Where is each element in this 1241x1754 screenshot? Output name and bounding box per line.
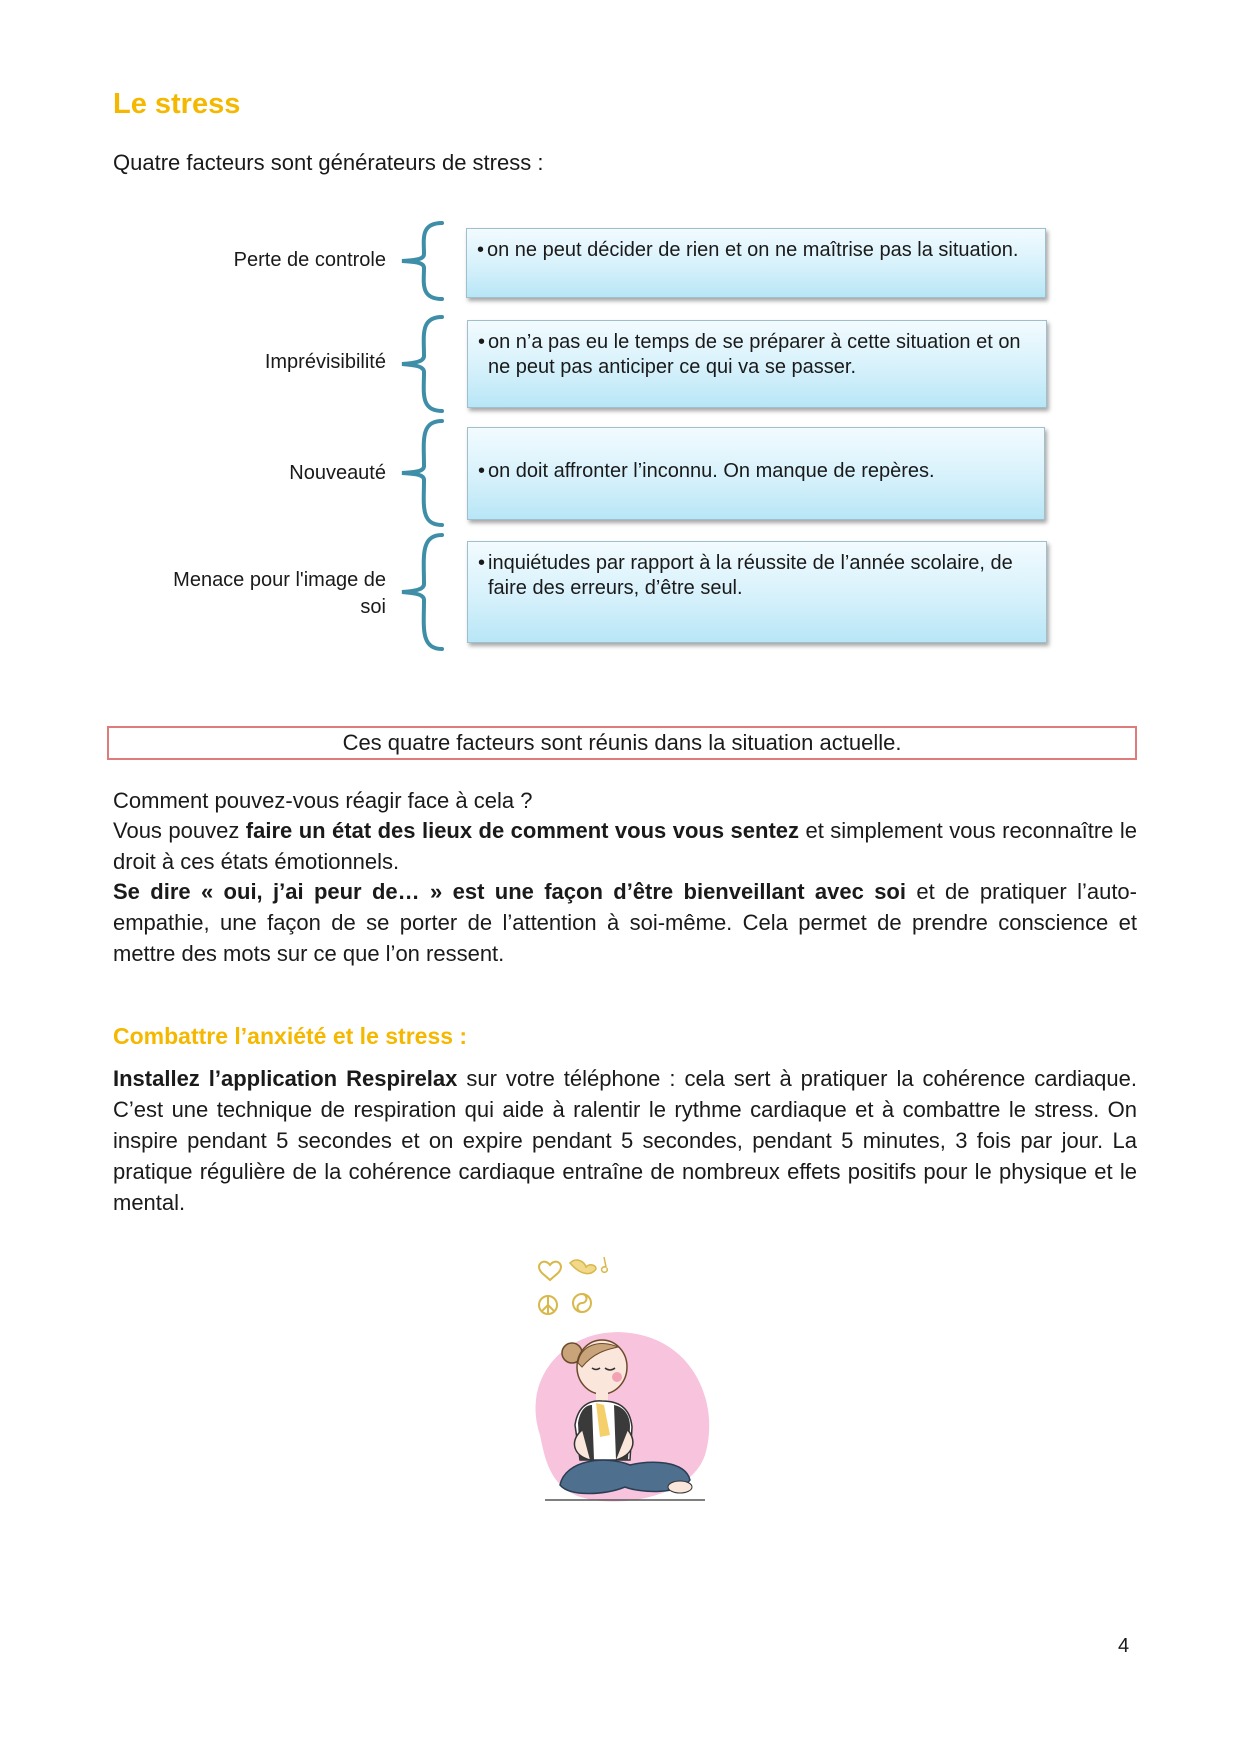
paragraph-sentez: Vous pouvez faire un état des lieux de comment vous vous sentez et simplement vous reconnaître le droit à ces états émotionnels. xyxy=(113,818,1137,874)
section-title: Combattre l’anxiété et le stress : xyxy=(113,1023,468,1049)
factor-desc-text: on doit affronter l’inconnu. On manque de repères. xyxy=(488,460,935,482)
notice-box: Ces quatre facteurs sont réunis dans la situation actuelle. xyxy=(107,726,1137,760)
brace-icon xyxy=(398,532,448,652)
question-text: Comment pouvez-vous réagir face à cela ? xyxy=(113,788,533,813)
brace-icon xyxy=(398,220,448,302)
factor-desc-box: • on ne peut décider de rien et on ne maîtrise pas la situation. xyxy=(466,228,1046,298)
factor-desc-box: • on doit affronter l’inconnu. On manque de repères. xyxy=(467,427,1045,520)
paragraph-bienveillant: Se dire « oui, j’ai peur de… » est une façon d’être bienveillant avec soi et de pratiquer l’auto-empathie, une façon de se porter de l’attention à soi-même. Cela permet de prendre conscience et mettre des mots sur ce que l’on ressent. xyxy=(113,879,1137,966)
heart-icon xyxy=(539,1262,561,1280)
page-title: Le stress xyxy=(113,88,241,120)
factor-desc-text: on n’a pas eu le temps de se préparer à cette situation et on ne peut pas anticiper ce qui va se passer. xyxy=(488,331,1021,378)
paragraph-respirelax: Installez l’application Respirelax sur votre téléphone : cela sert à pratiquer la cohérence cardiaque. C’est une technique de respiration qui aide à ralentir le rythme cardiaque et à combattre le stress. On inspire pendant 5 secondes et on expire pendant 5 secondes, pendant 5 minutes, 3 fois par jour. La pratique régulière de la cohérence cardiaque entraîne de nombreux effets positifs pour le physique et le mental. xyxy=(113,1066,1137,1215)
factor-desc-text: inquiétudes par rapport à la réussite de l’année scolaire, de faire des erreurs, d’être seul. xyxy=(488,552,1013,599)
factor-desc-box: • on n’a pas eu le temps de se préparer à cette situation et on ne peut pas anticiper ce qui va se passer. xyxy=(467,320,1047,408)
factor-desc-box: • inquiétudes par rapport à la réussite de l’année scolaire, de faire des erreurs, d’être seul. xyxy=(467,541,1047,643)
brace-icon xyxy=(398,418,448,528)
meditating-girl-illustration xyxy=(520,1255,720,1520)
factor-label-menace-image: Menace pour l'image de soi xyxy=(173,569,386,618)
intro-text: Quatre facteurs sont générateurs de stress : xyxy=(113,150,544,175)
factor-label-imprevisibilite: Imprévisibilité xyxy=(264,351,386,373)
music-note-icon xyxy=(602,1257,608,1272)
page-number: 4 xyxy=(1118,1635,1130,1657)
dove-icon xyxy=(570,1260,596,1274)
brace-icon xyxy=(398,314,448,414)
factor-desc-text: on ne peut décider de rien et on ne maîtrise pas la situation. xyxy=(487,239,1019,261)
factor-label-perte-controle: Perte de controle xyxy=(233,249,386,271)
factor-label-nouveaute: Nouveauté xyxy=(289,462,386,484)
